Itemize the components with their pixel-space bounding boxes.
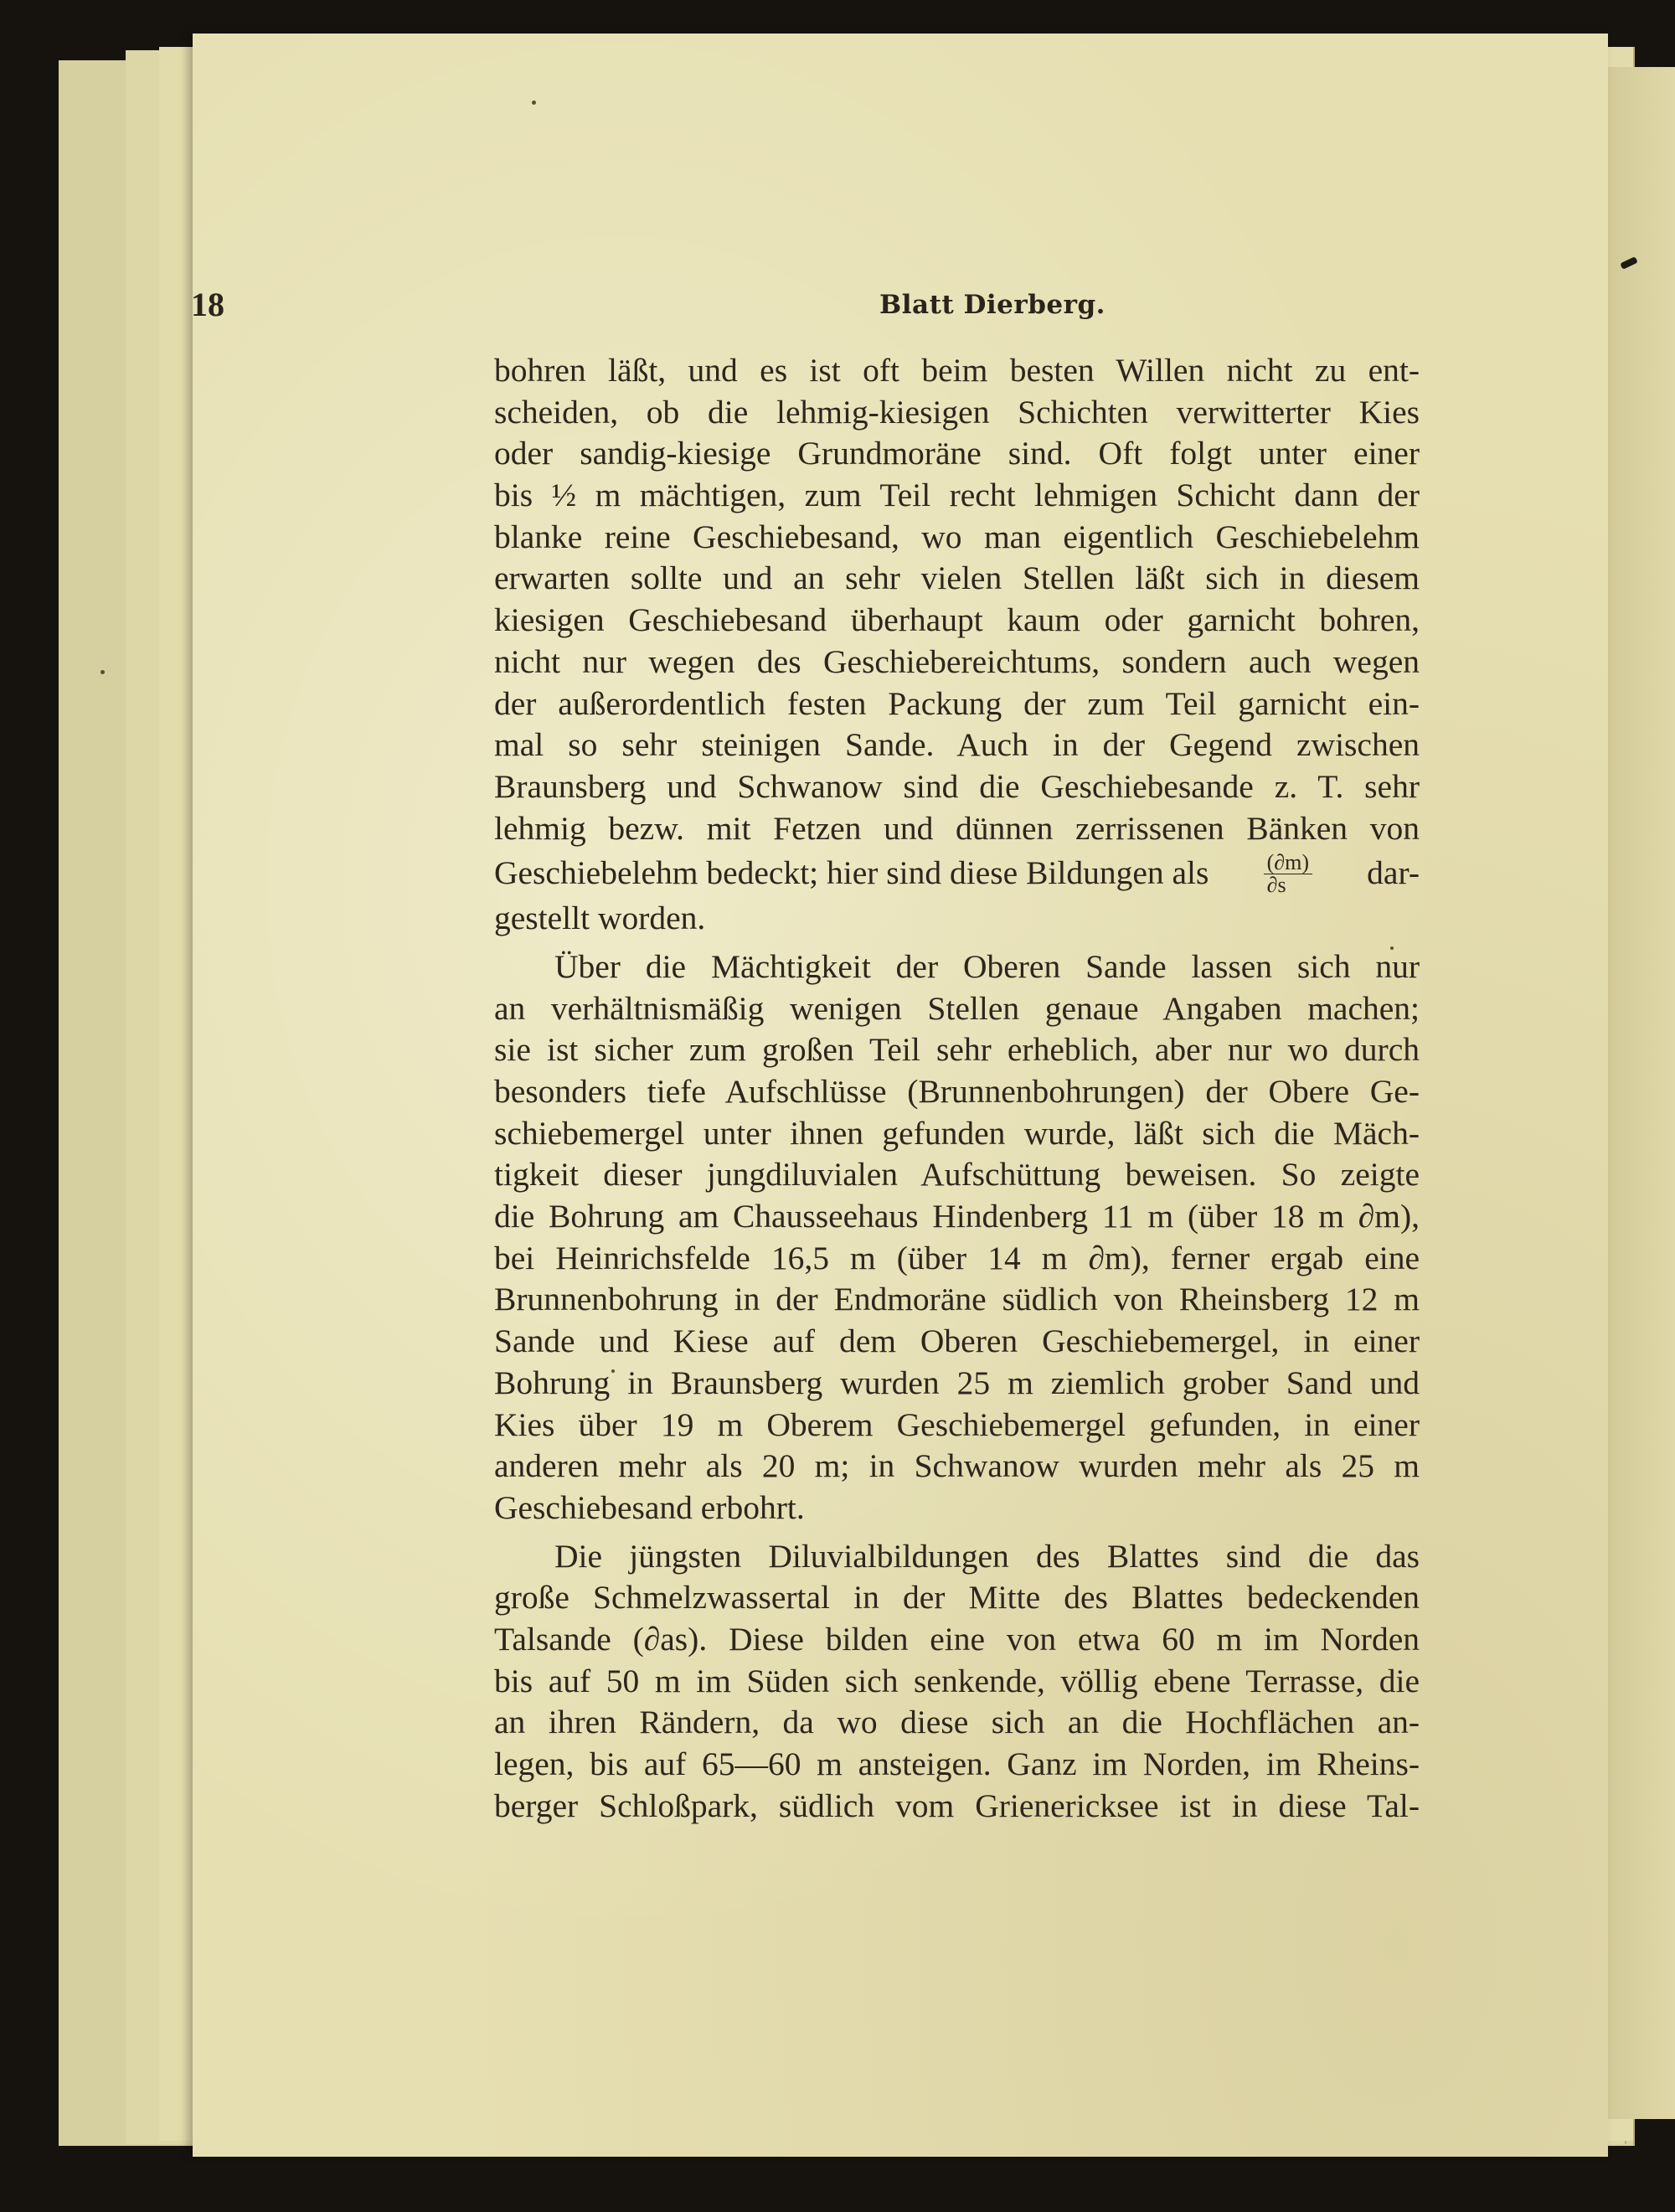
text-line: legen, bis auf 65—60 m ansteigen. Ganz im Norden, im Rheins-: [494, 1745, 1420, 1782]
text-line: mal so sehr steinigen Sande. Auch in der Gegend zwischen: [494, 726, 1420, 764]
fraction-line-after: dar-: [1367, 854, 1420, 892]
paper-speck: [100, 670, 105, 674]
fraction-denominator: ∂s: [1266, 872, 1286, 897]
text-line: lehmig bezw. mit Fetzen und dünnen zerrissenen Bänken von: [494, 809, 1420, 847]
text-line: Kies über 19 m Oberem Geschiebemergel gefunden, in einer: [494, 1405, 1420, 1443]
text-line: bis ½ m mächtigen, zum Teil recht lehmigen Schicht dann der: [494, 477, 1420, 514]
text-line: berger Schloßpark, südlich vom Grienericksee ist in diese Tal-: [494, 1787, 1420, 1824]
text-line: Die jüngsten Diluvialbildungen des Blattes sind die das: [554, 1537, 1420, 1575]
text-line: sie ist sicher zum großen Teil sehr erheblich, aber nur wo durch: [494, 1031, 1420, 1069]
text-line: besonders tiefe Aufschlüsse (Brunnenbohrungen) der Obere Ge-: [494, 1073, 1420, 1110]
map-symbol-fraction: [1264, 849, 1312, 897]
paragraph: [494, 946, 1420, 1529]
text-line: an verhältnismäßig wenigen Stellen genaue Angaben machen;: [494, 989, 1420, 1027]
text-line: Geschiebesand erbohrt.: [494, 1488, 805, 1526]
text-line: an ihren Rändern, da wo diese sich an die Hochflächen an-: [494, 1704, 1420, 1741]
text-line: bohren läßt, und es ist oft beim besten Willen nicht zu ent-: [494, 352, 1420, 389]
fraction-numerator: (∂m): [1264, 852, 1312, 874]
text-line: gestellt worden.: [494, 900, 706, 937]
text-line-with-fraction: [494, 849, 1420, 898]
text-line: tigkeit dieser jungdiluvialen Aufschüttung beweisen. So zeigte: [494, 1156, 1420, 1194]
text-line: kiesigen Geschiebesand überhaupt kaum oder garnicht bohren,: [494, 601, 1420, 639]
text-line: große Schmelzwassertal in der Mitte des Blattes bedeckenden: [494, 1579, 1420, 1616]
text-line: die Bohrung am Chausseehaus Hindenberg 11 m (über 18 m ∂m),: [494, 1198, 1420, 1235]
text-line: Sande und Kiese auf dem Oberen Geschiebemergel, in einer: [494, 1323, 1420, 1360]
text-line: Talsande (∂as). Diese bilden eine von etwa 60 m im Norden: [494, 1620, 1420, 1658]
text-line: schiebemergel unter ihnen gefunden wurde, läßt sich die Mäch-: [494, 1114, 1420, 1152]
body-text: [494, 350, 1420, 1827]
text-line: Brunnenbohrung in der Endmoräne südlich von Rheinsberg 12 m: [494, 1281, 1420, 1318]
text-line: anderen mehr als 20 m; in Schwanow wurden mehr als 25 m: [494, 1447, 1420, 1485]
text-line: oder sandig-kiesige Grundmoräne sind. Oft folgt unter einer: [494, 435, 1420, 472]
paper-speck: [532, 101, 536, 105]
running-head: Blatt Dierberg.: [879, 290, 1106, 320]
paragraph: [494, 1536, 1420, 1828]
fraction-line-before: Geschiebelehm bedeckt; hier sind diese Bildungen als: [494, 854, 1209, 892]
text-line: Über die Mächtigkeit der Oberen Sande lassen sich nur: [554, 947, 1420, 985]
text-line: bei Heinrichsfelde 16,5 m (über 14 m ∂m), ferner ergab eine: [494, 1239, 1420, 1276]
text-line: der außerordentlich festen Packung der zum Teil garnicht ein-: [494, 684, 1420, 722]
text-line: Braunsberg und Schwanow sind die Geschiebesande z. T. sehr: [494, 767, 1420, 805]
text-line: blanke reine Geschiebesand, wo man eigentlich Geschiebelehm: [494, 518, 1420, 555]
text-line: erwarten sollte und an sehr vielen Stellen läßt sich in diesem: [494, 559, 1420, 597]
text-line: Bohrung in Braunsberg wurden 25 m ziemlich grober Sand und: [494, 1364, 1420, 1401]
text-line: scheiden, ob die lehmig-kiesigen Schichten verwitterter Kies: [494, 393, 1420, 431]
text-line: nicht nur wegen des Geschiebereichtums, sondern auch wegen: [494, 642, 1420, 680]
text-line: bis auf 50 m im Süden sich senkende, völlig ebene Terrasse, die: [494, 1662, 1420, 1699]
paragraph: [494, 350, 1420, 940]
page-number: 18: [191, 286, 224, 323]
